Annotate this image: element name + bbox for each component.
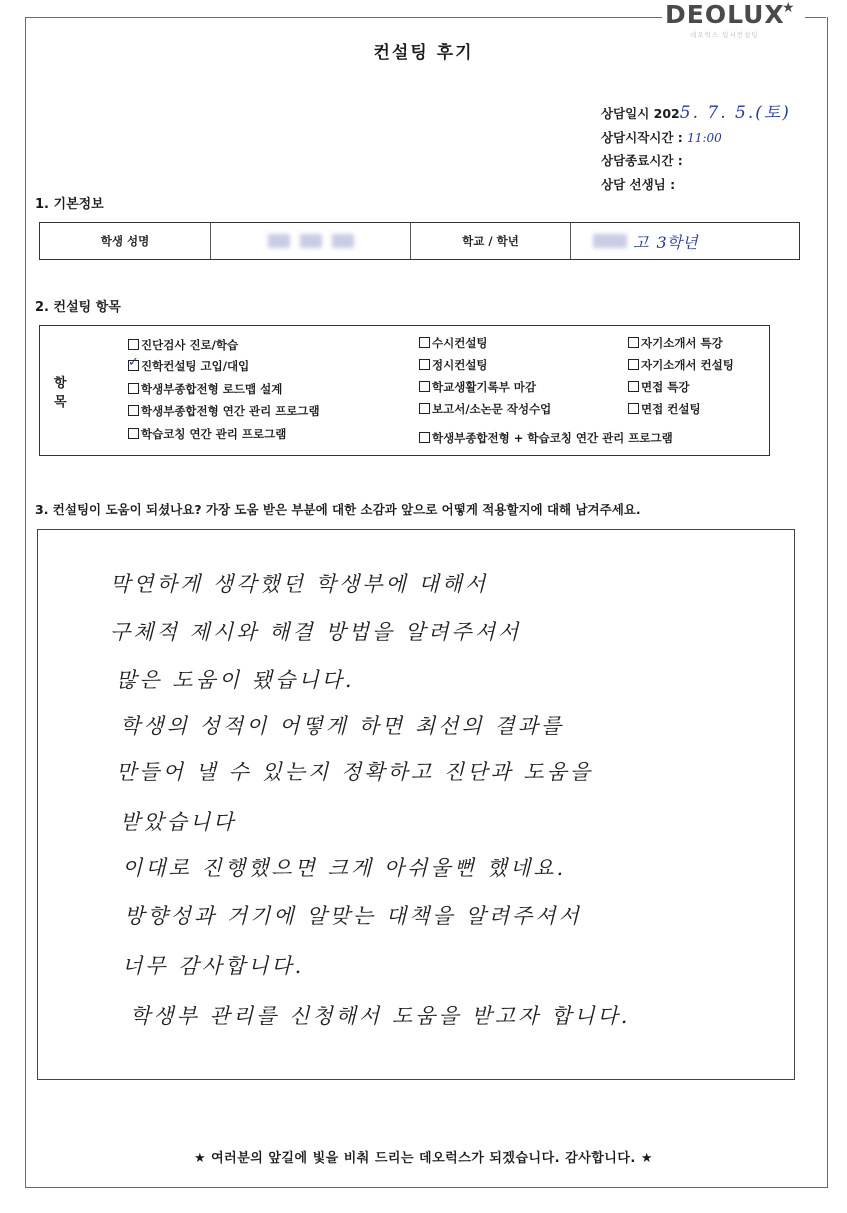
answer-line: 많은 도움이 됐습니다. — [116, 668, 355, 692]
brand-subtitle: 데오럭스 입시컨설팅 — [690, 31, 759, 39]
end-time-row — [601, 149, 791, 173]
checkbox-icon[interactable] — [128, 405, 139, 416]
option-diagnostic-test[interactable]: 진단검사 진로/학습 — [128, 337, 238, 353]
student-name-label: 학생 성명 — [40, 223, 211, 259]
student-name-field[interactable] — [211, 223, 411, 259]
date-label: 상담일시 202 — [601, 106, 680, 121]
option-annual-management[interactable]: 학생부종합전형 연간 관리 프로그램 — [128, 403, 320, 419]
section-basic-info-title: 1. 기본정보 — [35, 197, 104, 212]
logo-star-icon: ★ — [782, 0, 795, 16]
option-regular-admission[interactable]: 정시컨설팅 — [419, 357, 488, 373]
checkbox-icon[interactable] — [128, 383, 139, 394]
checkbox-icon[interactable] — [419, 403, 430, 414]
checkbox-icon[interactable] — [628, 381, 639, 392]
option-combined-program[interactable]: 학생부종합전형 + 학습코칭 연간 관리 프로그램 — [419, 430, 673, 446]
end-time-label: 상담종료시간 : — [601, 153, 683, 168]
option-interview-lecture[interactable]: 면접 특강 — [628, 379, 689, 395]
redacted-name — [332, 234, 354, 248]
check-mark-icon: ✓ — [128, 355, 139, 370]
checkbox-icon[interactable] — [419, 337, 430, 348]
option-report-writing[interactable]: 보고서/소논문 작성수업 — [419, 401, 551, 417]
answer-line: 받았습니다 — [120, 810, 237, 834]
option-interview-consulting[interactable]: 면접 컨설팅 — [628, 401, 701, 417]
school-suffix: 고 — [633, 232, 649, 252]
checkbox-icon[interactable] — [128, 428, 139, 439]
top-border-left — [25, 17, 662, 18]
checkbox-icon[interactable] — [419, 359, 430, 370]
checkbox-icon[interactable] — [628, 403, 639, 414]
brand-logo: DEOLUX — [665, 0, 785, 29]
grade-value: 3학년 — [656, 232, 698, 252]
answer-line: 학생부 관리를 신청해서 도움을 받고자 합니다. — [130, 1004, 631, 1028]
checkbox-checked-icon[interactable] — [128, 355, 139, 371]
date-row — [601, 102, 791, 126]
answer-line: 막연하게 생각했던 학생부에 대해서 — [110, 572, 489, 596]
answer-line: 너무 감사합니다. — [122, 954, 305, 978]
answer-line: 만들어 낼 수 있는지 정확하고 진단과 도움을 — [116, 760, 594, 784]
start-time-row — [601, 126, 791, 150]
option-essay-lecture[interactable]: 자기소개서 특강 — [628, 335, 723, 351]
redacted-name — [268, 234, 290, 248]
option-essay-consulting[interactable]: 자기소개서 컨설팅 — [628, 357, 734, 373]
date-value[interactable]: 5. 7. 5.(토) — [679, 103, 791, 123]
answer-line: 방향성과 거기에 알맞는 대책을 알려주셔서 — [124, 904, 582, 928]
feedback-answer-area[interactable] — [37, 529, 795, 1080]
checkbox-icon[interactable] — [628, 337, 639, 348]
school-grade-label: 학교 / 학년 — [411, 223, 571, 259]
school-grade-field[interactable] — [571, 223, 798, 259]
teacher-label: 상담 선생님 : — [601, 176, 676, 192]
checkbox-icon[interactable] — [128, 339, 139, 350]
top-border-right — [805, 17, 826, 18]
answer-line: 구체적 제시와 해결 방법을 알려주셔서 — [110, 620, 522, 644]
basic-info-table — [39, 222, 800, 260]
checkbox-icon[interactable] — [419, 381, 430, 392]
feedback-question: 3. 컨설팅이 도움이 되셨나요? 가장 도움 받은 부분에 대한 소감과 앞으로 어떻게 적용할지에 대해 남겨주세요. — [35, 502, 641, 517]
teacher-row — [601, 173, 791, 197]
document-title: 컨설팅 후기 — [373, 43, 474, 63]
redacted-name — [300, 234, 322, 248]
checkbox-icon[interactable] — [628, 359, 639, 370]
option-school-record[interactable]: 학교생활기록부 마감 — [419, 379, 536, 395]
footer-message: ★ 여러분의 앞길에 빛을 비춰 드리는 데오럭스가 되겠습니다. 감사합니다. ★ — [193, 1151, 654, 1166]
start-time-label: 상담시작시간 : — [601, 129, 683, 145]
section-items-title: 2. 컨설팅 항목 — [35, 300, 121, 315]
option-early-admission[interactable]: 수시컨설팅 — [419, 335, 488, 351]
items-row-label: 항 목 — [54, 375, 81, 410]
checkbox-icon[interactable] — [419, 432, 430, 443]
option-roadmap-design[interactable]: 학생부종합전형 로드맵 설계 — [128, 381, 282, 397]
consultation-meta — [601, 102, 791, 196]
start-time-value[interactable]: 11:00 — [687, 130, 722, 145]
option-study-coaching[interactable]: 학습코칭 연간 관리 프로그램 — [128, 426, 286, 442]
redacted-school — [593, 234, 627, 248]
answer-line: 이대로 진행했으면 크게 아쉬울뻔 했네요. — [122, 856, 567, 880]
option-admission-consulting[interactable]: ✓ 진학컨설팅 고입/대입 — [128, 355, 250, 373]
answer-line: 학생의 성적이 어떻게 하면 최선의 결과를 — [120, 714, 565, 738]
consulting-items-box — [39, 325, 770, 456]
